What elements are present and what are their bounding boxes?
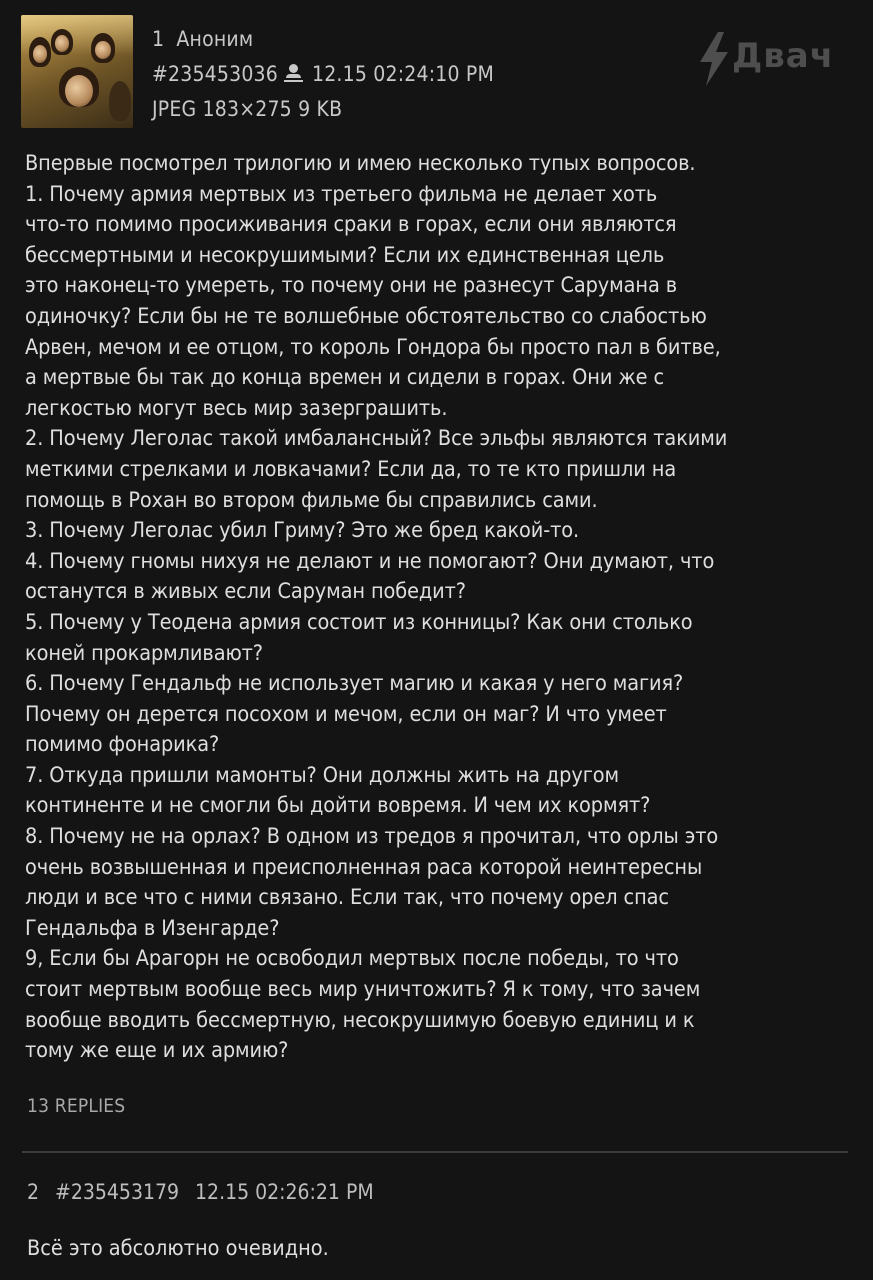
post-1-line: 4. Почему гномы нихуя не делают и не помогают? Они думают, что (25, 548, 715, 574)
post-1-line: Гендальфа в Изенгарде? (25, 915, 280, 941)
post-1-line: 2. Почему Леголас такой имбалансный? Все эльфы являются такими (25, 426, 728, 452)
post-1-author-row (152, 22, 494, 57)
post-1-body (25, 149, 855, 1067)
post-1-id-row (152, 57, 494, 92)
post-id-link[interactable]: #235453036 (152, 62, 278, 86)
post-1-line: люди и все что с ними связано. Если так, что почему орел спас (25, 885, 669, 911)
person-icon (284, 64, 304, 82)
post-1-line: континенте и не смогли бы дойти вовремя. И чем их кормят? (25, 793, 651, 819)
thumbnail-main-face (65, 75, 93, 107)
post-number: 2 (27, 1180, 40, 1204)
post-1-line: 9, Если бы Арагорн не освободил мертвых после победы, то что (25, 946, 679, 972)
post-thumbnail[interactable] (21, 15, 133, 128)
post-1-line: Почему он дерется посохом и мечом, если он маг? И что умеет (25, 701, 667, 727)
post-2-body: Всё это абсолютно очевидно. (27, 1236, 329, 1261)
post-1-line: 7. Откуда пришли мамонты? Они должны жить на другом (25, 762, 619, 788)
post-1-line: 3. Почему Леголас убил Гриму? Это же бред какой-то. (25, 518, 580, 544)
post-1-line: 8. Почему не на орлах? В одном из тредов я прочитал, что орлы это (25, 824, 719, 850)
thumbnail-figure (55, 35, 69, 52)
post-1-line: это наконец-то умереть, то почему они не разнесут Сарумана в (25, 273, 678, 299)
post-1-line: что-то помимо просиживания сраки в горах, если они являются (25, 212, 677, 238)
post-1-line: меткими стрелками и ловкачами? Если да, то те кто пришли на (25, 456, 677, 482)
post-1-line: останутся в живых если Саруман победит? (25, 579, 466, 605)
post-id-link[interactable]: #235453179 (55, 1180, 180, 1204)
logo-text: Двач (732, 36, 835, 76)
post-1-line: 5. Почему у Теодена армия состоит из конницы? Как они столько (25, 609, 693, 635)
thumbnail-figure (95, 41, 111, 59)
post-datetime: 12.15 02:24:10 PM (312, 62, 495, 86)
post-1-line: вообще вводить бессмертную, несокрушимую боевую единиц и к (25, 1007, 695, 1033)
post-1-line: стоит мертвым вообще весь мир уничтожить? Я к тому, что зачем (25, 977, 701, 1003)
post-2-meta (27, 1180, 384, 1204)
thumbnail-figure (109, 81, 131, 121)
post-1-line: помощь в Рохан во втором фильме бы справились сами. (25, 487, 598, 513)
thumbnail-figure (33, 45, 47, 63)
post-1-line: помимо фонарика? (25, 732, 220, 758)
post-1-line: легкостью могут весь мир зазерграшить. (25, 395, 448, 421)
post-1-line: бессмертными и несокрушимыми? Если их единственная цель (25, 242, 665, 268)
post-1-line: а мертвые бы так до конца времен и сидели в горах. Они же с (25, 365, 665, 391)
post-1-meta (152, 22, 494, 127)
post-datetime: 12.15 02:26:21 PM (195, 1180, 374, 1204)
post-1-line: 1. Почему армия мертвых из третьего фильма не делает хоть (25, 181, 658, 207)
replies-link[interactable]: 13 REPLIES (27, 1095, 126, 1117)
post-author: Аноним (176, 27, 254, 51)
post-1-line: одиночку? Если бы не те волшебные обстоятельство со слабостью (25, 303, 707, 329)
post-divider (22, 1151, 848, 1153)
post-number: 1 (152, 27, 165, 51)
lightning-bolt-icon (696, 32, 732, 86)
file-info: JPEG 183×275 9 KB (152, 97, 343, 121)
post-1-line: Арвен, мечом и ее отцом, то король Гондора бы просто пал в битве, (25, 334, 721, 360)
post-1-line: коней прокармливают? (25, 640, 263, 666)
post-1-line: 6. Почему Гендальф не использует магию и какая у него магия? (25, 671, 684, 697)
post-1-line: Впервые посмотрел трилогию и имею несколько тупых вопросов. (25, 151, 696, 176)
post-1-line: очень возвышенная и преисполненная раса которой неинтересны (25, 854, 703, 880)
dvach-logo (696, 32, 846, 84)
post-1-line: тому же еще и их армию? (25, 1038, 289, 1064)
